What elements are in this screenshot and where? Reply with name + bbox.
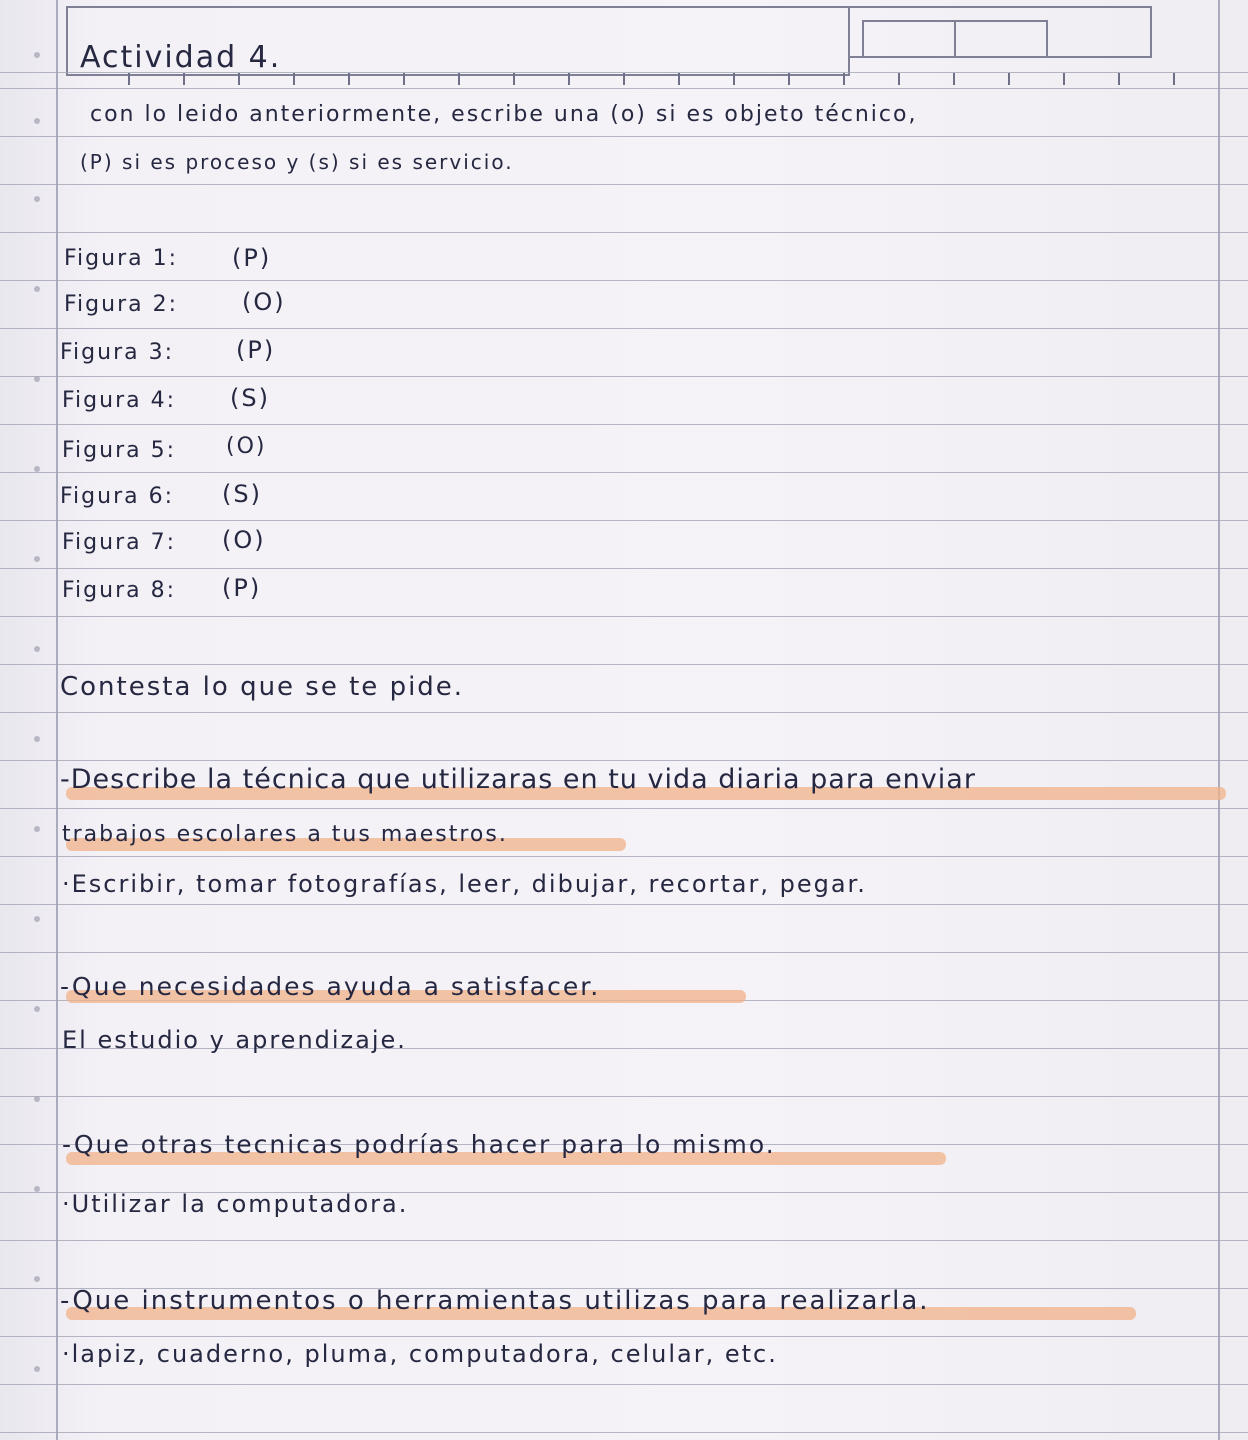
figura-label: Figura 4:: [62, 388, 177, 413]
figura-answer: (P): [232, 244, 272, 272]
page-title: Actividad 4.: [80, 40, 282, 75]
figura-label: Figura 2:: [64, 292, 179, 317]
header-cell: [954, 20, 1048, 58]
question-text: -Que otras tecnicas podrías hacer para lo mismo.: [62, 1130, 776, 1159]
header-cell: [862, 20, 956, 58]
ruled-line: [0, 520, 1248, 521]
punch-hole: [34, 736, 40, 742]
ruled-line: [0, 808, 1248, 809]
answer-text: El estudio y aprendizaje.: [62, 1026, 407, 1054]
ruled-line: [0, 376, 1248, 377]
margin-line: [1218, 0, 1220, 1440]
ruled-line: [0, 760, 1248, 761]
answer-text: ·Utilizar la computadora.: [62, 1190, 409, 1218]
figura-label: Figura 8:: [62, 578, 177, 603]
ruled-line: [0, 88, 1248, 89]
instruction-line-2: (P) si es proceso y (s) si es servicio.: [80, 150, 514, 174]
ruled-line: [0, 184, 1248, 185]
ruled-line: [0, 136, 1248, 137]
ruled-line: [0, 424, 1248, 425]
ruled-line: [0, 328, 1248, 329]
ruler-ticks: [128, 73, 1218, 87]
ruled-line: [0, 712, 1248, 713]
figura-answer: (P): [222, 574, 262, 602]
punch-hole: [34, 1276, 40, 1282]
punch-hole: [34, 1006, 40, 1012]
figura-answer: (S): [230, 384, 270, 412]
ruled-line: [0, 664, 1248, 665]
answer-text: ·lapiz, cuaderno, pluma, computadora, celular, etc.: [62, 1340, 778, 1368]
punch-hole: [34, 286, 40, 292]
ruled-line: [0, 1336, 1248, 1337]
question-text: trabajos escolares a tus maestros.: [62, 822, 508, 847]
ruled-line: [0, 1384, 1248, 1385]
punch-hole: [34, 826, 40, 832]
answer-text: ·Escribir, tomar fotografías, leer, dibujar, recortar, pegar.: [62, 870, 867, 898]
ruled-line: [0, 616, 1248, 617]
figura-answer: (S): [222, 480, 262, 508]
instruction-line-1: con lo leido anteriormente, escribe una (o) si es objeto técnico,: [90, 102, 918, 127]
figura-answer: (P): [236, 336, 276, 364]
ruled-line: [0, 568, 1248, 569]
ruled-line: [0, 232, 1248, 233]
margin-line: [56, 0, 58, 1440]
question-text: -Que necesidades ayuda a satisfacer.: [60, 972, 601, 1001]
section-heading: Contesta lo que se te pide.: [60, 672, 465, 702]
ruled-line: [0, 856, 1248, 857]
ruled-line: [0, 1096, 1248, 1097]
punch-hole: [34, 118, 40, 124]
punch-hole: [34, 52, 40, 58]
punch-hole: [34, 556, 40, 562]
question-text: -Describe la técnica que utilizaras en tu vida diaria para enviar: [60, 764, 976, 795]
ruled-line: [0, 472, 1248, 473]
punch-hole: [34, 916, 40, 922]
ruled-line: [0, 904, 1248, 905]
ruled-line: [0, 1240, 1248, 1241]
question-text: -Que instrumentos o herramientas utilizas para realizarla.: [60, 1286, 930, 1316]
figura-answer: (O): [222, 526, 266, 554]
figura-label: Figura 3:: [60, 340, 175, 365]
punch-hole: [34, 1366, 40, 1372]
ruled-line: [0, 952, 1248, 953]
figura-label: Figura 7:: [62, 530, 177, 555]
punch-hole: [34, 646, 40, 652]
figura-label: Figura 5:: [62, 438, 177, 463]
figura-label: Figura 6:: [60, 484, 175, 509]
punch-hole: [34, 196, 40, 202]
figura-answer: (O): [242, 288, 286, 316]
ruled-line: [0, 1432, 1248, 1433]
figura-answer: (O): [226, 434, 267, 459]
figura-label: Figura 1:: [64, 246, 179, 271]
ruled-line: [0, 280, 1248, 281]
